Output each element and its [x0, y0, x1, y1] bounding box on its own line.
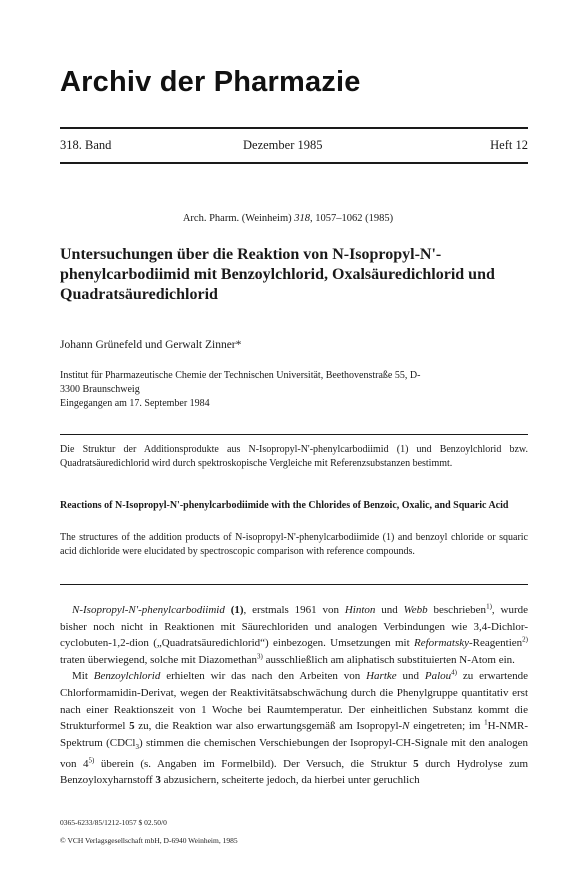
body-text: N-Isopropyl-N'-phenylcarbodiimid — [72, 604, 231, 616]
footer-code: 0365-6233/85/1212-1057 $ 02.50/0 — [60, 818, 167, 827]
article-body — [60, 602, 528, 789]
body-text: eingetreten; im — [409, 720, 485, 733]
subscript: 3 — [135, 742, 139, 751]
body-text: , wurde bisher noch nicht in Reaktionen mit Säurechloriden und analogen Verbindungen wie 3,4-Dichlor-cyclobuten-1,2-dion („Quadratsäuredichlorid“) einbezogen. Umsetzungen mit — [60, 604, 528, 650]
abstract-english-title: Reactions of N-Isopropyl-N'-phenylcarbodiimide with the Chlorides of Benzoic, Oxalic, and Squaric Acid — [60, 500, 509, 511]
affiliation-block — [60, 369, 530, 411]
received-date: Eingegangen am 17. September 1984 — [60, 398, 210, 409]
isotope-superscript: 1 — [484, 718, 488, 727]
citation-prefix: Arch. Pharm. (Weinheim) — [182, 213, 295, 224]
citation-line — [0, 213, 576, 224]
journal-title: Archiv der Pharmazie — [60, 66, 361, 98]
atom-label: N — [402, 720, 410, 733]
footnote-ref: 1) — [486, 602, 492, 611]
author-name: Palou — [424, 670, 452, 683]
reagent-name: Benzoylchlorid — [93, 670, 161, 683]
footnote-ref: 5) — [88, 755, 95, 764]
body-text: zu, die Reaktion war also erwartungsgemäß am Isopropyl- — [134, 720, 403, 733]
author-name: Webb — [403, 604, 428, 616]
body-text: Mit — [72, 670, 94, 683]
body-text: abzusichern, scheiterte jedoch, da hierbei unter geruchlich — [160, 774, 420, 787]
body-text: , erstmals 1961 von — [243, 604, 345, 616]
footer-copyright: © VCH Verlagsgesellschaft mbH, D-6940 Weinheim, 1985 — [60, 836, 238, 845]
volume-label: 318. Band — [60, 138, 112, 152]
header-rule-bottom — [60, 162, 528, 164]
body-paragraph-1 — [60, 602, 528, 668]
abstract-english: The structures of the addition products of N-isopropyl-N'-phenylcarbodiimide (1) and benzoyl chloride or squaric acid dichloride were elucidated by spectroscopic comparison with reference compounds. — [60, 532, 528, 557]
affiliation-line: Institut für Pharmazeutische Chemie der Technischen Universität, Beethovenstraße 55, D- — [60, 370, 421, 381]
author-name: Hartke — [366, 670, 397, 683]
body-text: beschrieben — [427, 604, 487, 616]
compound-ref: (1) — [230, 604, 244, 616]
body-paragraph-2 — [60, 668, 528, 788]
abstract-german: Die Struktur der Additionsprodukte aus N-Isopropyl-N'-phenylcarbodiimid (1) und Benzoylchlorid bzw. Quadratsäuredichlorid wird durch spektroskopische Vergleiche mit Referenzsubstanzen bestimmt. — [60, 444, 528, 469]
author-list: Johann Grünefeld und Gerwalt Zinner* — [60, 339, 242, 351]
compound-ref: 5 — [413, 757, 419, 770]
compound-ref: 5 — [129, 720, 135, 733]
body-text: ausschließlich am aliphatisch substituierten N-Atom ein. — [262, 653, 515, 666]
compound-ref: 3 — [155, 774, 161, 787]
abstract-rule-bottom — [60, 584, 528, 585]
body-text: überein (s. Angaben im Formelbild). Der Versuch, die Struktur — [94, 757, 414, 770]
issue-number: Heft 12 — [490, 138, 528, 152]
body-text: zu erwartende Chlorformamidin-Derivat, wegen der Reaktivitätsabschwächung durch die Phenylgruppe quantitativ erst nach einer Reaktionszeit von 1 Woche bei Raumtemperatur. Der einheitlichen Substanz kommt die Strukturformel — [60, 670, 528, 733]
affiliation-city: 3300 Braunschweig — [60, 384, 140, 395]
body-text: traten überwiegend, solche mit Diazomethan — [60, 653, 258, 666]
body-text: -Reagentien — [469, 637, 523, 650]
article-title: Untersuchungen über die Reaktion von N-Isopropyl-N'-phenylcarbodiimid mit Benzoylchlorid, Oxalsäuredichlorid und Quadratsäuredichlorid — [60, 246, 495, 303]
body-text: durch Hydrolyse zum Benzoyloxyharnstoff — [60, 757, 529, 787]
reagent-name: Reformatsky — [414, 637, 469, 650]
body-text: H-NMR-Spektrum (CDCl — [60, 720, 528, 749]
body-text: und — [375, 604, 404, 616]
issue-date: Dezember 1985 — [243, 138, 323, 152]
body-text: und — [396, 670, 425, 683]
header-rule-top — [60, 127, 528, 129]
abstract-rule-top — [60, 434, 528, 435]
author-name: Hinton — [344, 604, 376, 616]
body-text: ) stimmen die chemischen Verschiebungen der Isopropyl-CH-Signale mit den analogen von 4 — [60, 736, 528, 770]
footnote-ref: 4) — [451, 668, 458, 677]
citation-suffix: , 1057–1062 (1985) — [310, 213, 394, 224]
citation-volume: 318 — [294, 213, 311, 224]
footnote-ref: 3) — [257, 652, 263, 661]
footnote-ref: 2) — [522, 635, 528, 644]
issue-info-row — [60, 138, 528, 156]
body-text: erhielten wir das nach den Arbeiten von — [160, 670, 367, 683]
